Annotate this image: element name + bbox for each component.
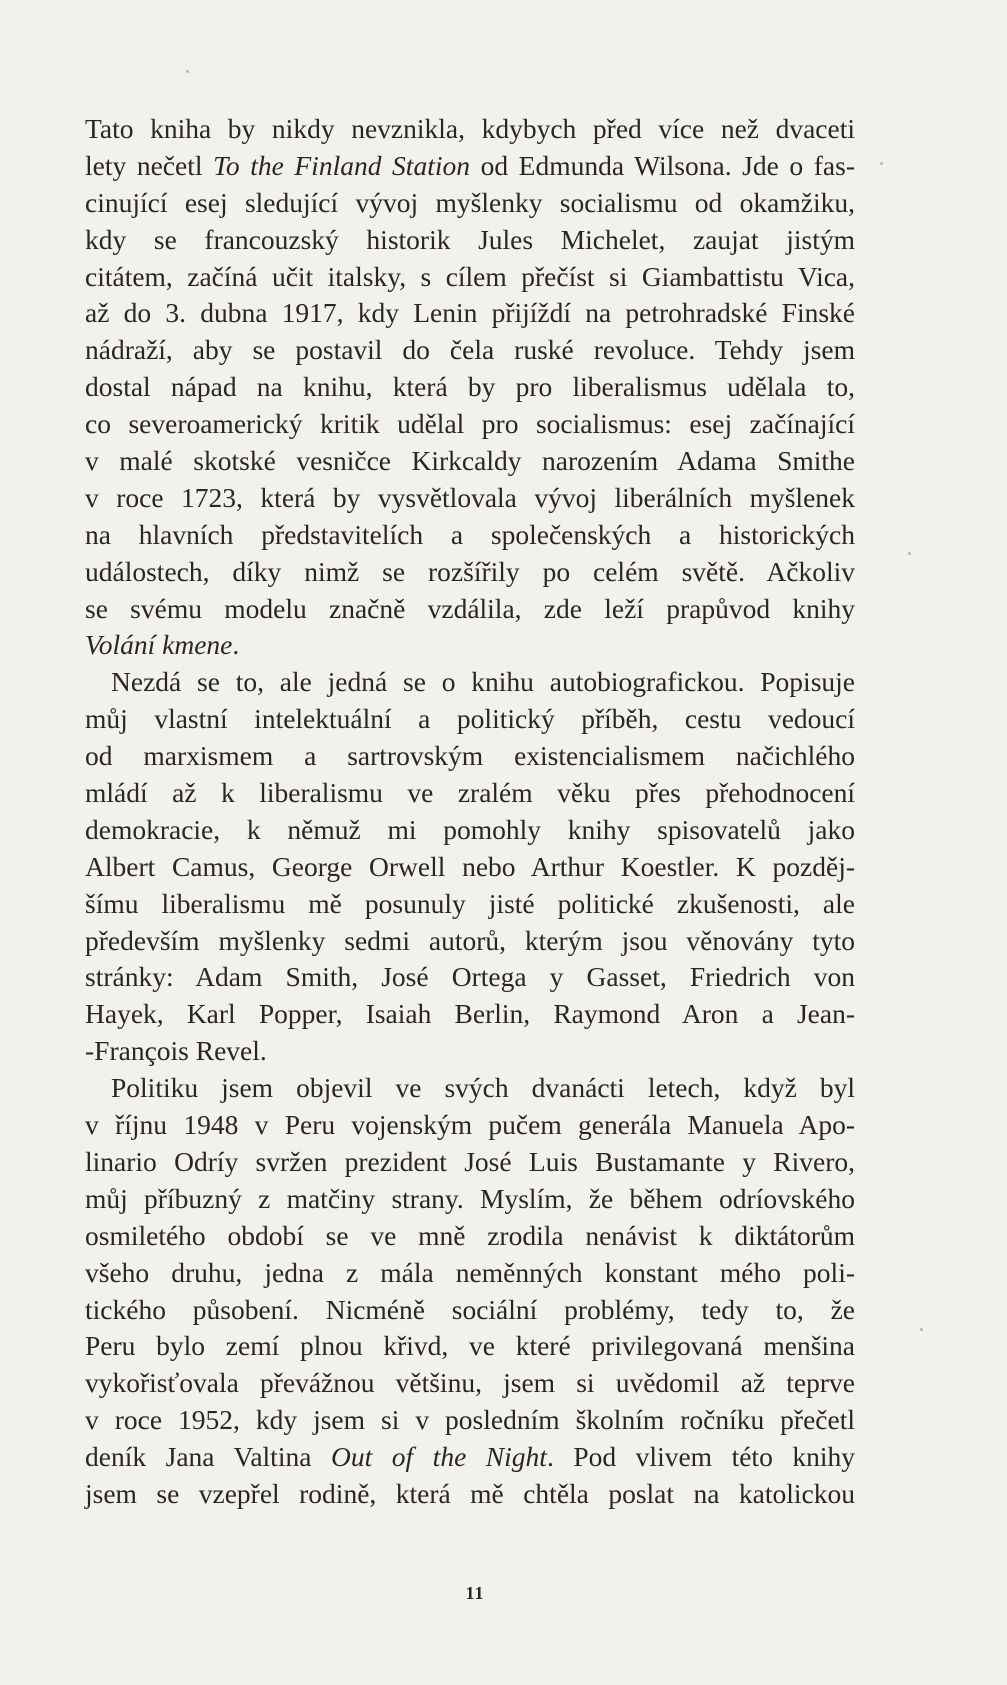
text-line: -François Revel.: [85, 1035, 267, 1067]
text-line: v malé skotské vesničce Kirkcaldy narozením Adama Smithe: [85, 445, 855, 477]
text-line: Hayek, Karl Popper, Isaiah Berlin, Raymond Aron a Jean-: [85, 998, 855, 1030]
text-line: demokracie, k němuž mi pomohly knihy spisovatelů jako: [85, 813, 855, 845]
text-run: .: [232, 629, 240, 661]
text-run: deník Jana Valtina: [85, 1441, 331, 1473]
text-line: jsem se vzepřel rodině, která mě chtěla poslat na katolickou: [85, 1477, 855, 1509]
italic-title: To the Finland Station: [213, 149, 470, 181]
paper-speck: [186, 70, 189, 73]
text-line: vykořisťovala převážnou většinu, jsem si uvědomil až teprve: [85, 1367, 855, 1399]
text-line: můj vlastní intelektuální a politický příběh, cestu vedoucí: [85, 703, 855, 735]
text-line: Nezdá se to, ale jedná se o knihu autobiografickou. Popisuje: [111, 666, 855, 698]
text-line: až do 3. dubna 1917, kdy Lenin přijíždí na petrohradské Finské: [85, 297, 855, 329]
text-line: [85, 148, 855, 185]
text-line: cinující esej sledující vývoj myšlenky socialismu od okamžiku,: [85, 186, 855, 218]
text-line: [85, 627, 855, 664]
text-line: událostech, díky nimž se rozšířily po celém světě. Ačkoliv: [85, 555, 855, 587]
text-line: dostal nápad na knihu, která by pro liberalismus udělala to,: [85, 371, 855, 403]
text-line: v říjnu 1948 v Peru vojenským pučem generála Manuela Apo-: [85, 1109, 855, 1141]
text-line: [85, 1439, 855, 1476]
body-text: [85, 111, 855, 1513]
text-run: lety nečetl: [85, 149, 214, 181]
text-line: mládí až k liberalismu ve zralém věku přes přehodnocení: [85, 777, 855, 809]
text-line: Tato kniha by nikdy nevznikla, kdybych před více než dvaceti: [85, 113, 855, 144]
text-line: všeho druhu, jedna z mála neměnných konstant mého poli-: [85, 1256, 855, 1288]
text-line: v roce 1952, kdy jsem si v posledním školním ročníku přečetl: [85, 1404, 855, 1436]
text-line: v roce 1723, která by vysvětlovala vývoj liberálních myšlenek: [85, 481, 855, 513]
text-line: především myšlenky sedmi autorů, kterým jsou věnovány tyto: [85, 924, 855, 956]
text-line: Albert Camus, George Orwell nebo Arthur Koestler. K pozděj-: [85, 850, 855, 882]
page-number: 11: [465, 1583, 485, 1603]
text-line: co severoamerický kritik udělal pro socialismus: esej začínající: [85, 408, 855, 440]
text-line: citátem, začíná učit italsky, s cílem přečíst si Giambattistu Vica,: [85, 260, 855, 292]
italic-title: Volání kmene: [85, 629, 233, 661]
text-line: stránky: Adam Smith, José Ortega y Gasset, Friedrich von: [85, 961, 855, 993]
text-run: . Pod vlivem této knihy: [546, 1441, 855, 1473]
text-run: od Edmunda Wilsona. Jde o fas-: [469, 149, 855, 181]
text-line: od marxismem a sartrovským existencialismem načichlého: [85, 740, 855, 772]
text-line: Peru bylo zemí plnou křivd, ve které privilegovaná menšina: [85, 1330, 855, 1362]
text-line: tického působení. Nicméně sociální problémy, tedy to, že: [85, 1293, 855, 1325]
text-line: můj příbuzný z matčiny strany. Myslím, že během odríovského: [85, 1182, 855, 1214]
text-line: na hlavních představitelích a společenských a historických: [85, 518, 855, 550]
paper-speck: [920, 1328, 923, 1331]
paper-speck: [908, 552, 911, 555]
text-line: šímu liberalismu mě posunuly jisté politické zkušenosti, ale: [85, 887, 855, 919]
text-line: se svému modelu značně vzdálila, zde leží prapůvod knihy: [85, 592, 855, 624]
text-line: osmiletého období se ve mně zrodila nenávist k diktátorům: [85, 1219, 855, 1251]
text-line: nádraží, aby se postavil do čela ruské revoluce. Tehdy jsem: [85, 334, 855, 366]
text-line: linario Odríy svržen prezident José Luis Bustamante y Rivero,: [85, 1145, 855, 1177]
text-line: Politiku jsem objevil ve svých dvanácti letech, když byl: [111, 1072, 855, 1104]
italic-title: Out of the Night: [330, 1441, 547, 1473]
text-line: kdy se francouzský historik Jules Michelet, zaujat jistým: [85, 223, 855, 255]
paper-speck: [880, 162, 883, 165]
